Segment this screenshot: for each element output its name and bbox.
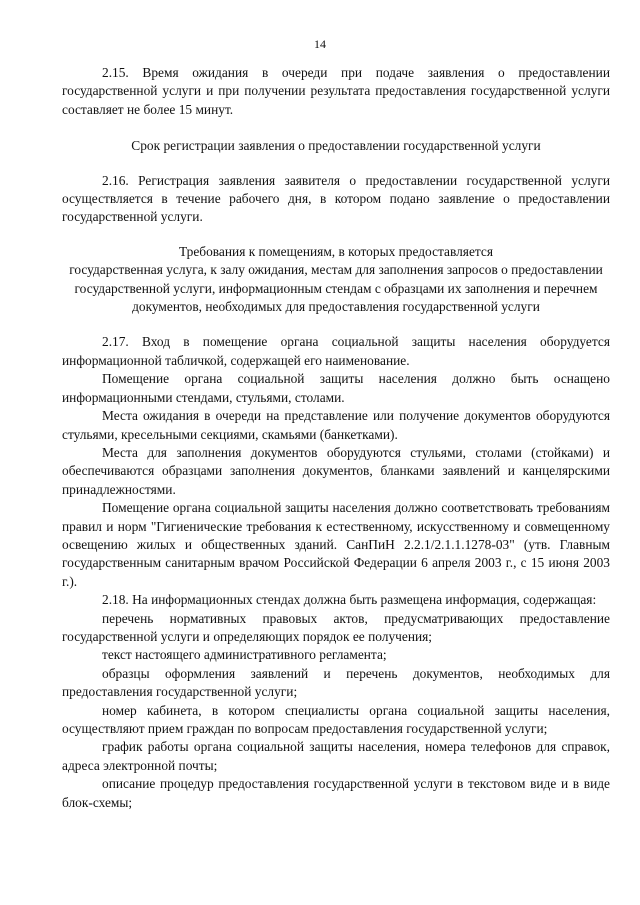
paragraph-sanpin-requirements: Помещение органа социальной защиты населения должно соответствовать требованиям правил и норм "Гигиенические требования к естественному, искусственному и совмещенному освещению жилых и общественных зданий. СанПиН 2.2.1/2.1.1.1278-03" (утв. Главным государственным санитарным врачом Российской Федерации 6 апреля 2003 г., с 15 июня 2003 г.). bbox=[62, 500, 610, 589]
paragraph-2-18: 2.18. На информационных стендах должна быть размещена информация, содержащая: bbox=[102, 592, 597, 608]
paragraph-2-17: 2.17. Вход в помещение органа социальной защиты населения оборудуется информационной табличкой, содержащей его наименование. bbox=[62, 334, 610, 368]
list-item: номер кабинета, в котором специалисты органа социальной защиты населения, осуществляют прием граждан по вопросам предоставления государственной услуги; bbox=[62, 702, 610, 736]
page-number: 14 bbox=[314, 37, 326, 51]
paragraph-waiting-places: Места ожидания в очереди на представление или получение документов оборудуются стульями, кресельными секциями, скамьями (банкетками). bbox=[62, 408, 610, 442]
section-heading-registration: Срок регистрации заявления о предоставлении государственной услуги bbox=[131, 138, 541, 154]
paragraph-filling-places: Места для заполнения документов оборудуются стульями, столами (стойками) и обеспечиваются образцами заполнения документов, бланками заявлений и канцелярскими принадлежностями. bbox=[62, 444, 610, 497]
paragraph-premises-equipment: Помещение органа социальной защиты населения должно быть оснащено информационными стендами, стульями, столами. bbox=[62, 371, 610, 405]
list-item: описание процедур предоставления государственной услуги в текстовом виде и в виде блок-схемы; bbox=[62, 776, 610, 810]
list-item: перечень нормативных правовых актов, предусматривающих предоставление государственной услуги и определяющих порядок ее получения; bbox=[62, 610, 610, 644]
list-item: график работы органа социальной защиты населения, номера телефонов для справок, адреса электронной почты; bbox=[62, 739, 610, 773]
section-heading-requirements bbox=[62, 243, 610, 317]
section-heading-requirements-line-2: государственная услуга, к залу ожидания, местам для заполнения запросов о предоставлении государственной услуги, информационным стендам с образцами их заполнения и перечнем документов, необходимых для предоставления государственной услуги bbox=[69, 262, 603, 315]
paragraph-2-15: 2.15. Время ожидания в очереди при подаче заявления о предоставлении государственной услуги и при получении результата предоставления государственной услуги составляет не более 15 минут. bbox=[62, 65, 610, 117]
list-item: текст настоящего административного регламента; bbox=[102, 647, 387, 663]
paragraph-2-16: 2.16. Регистрация заявления заявителя о предоставлении государственной услуги осуществляется в течение рабочего дня, в котором подано заявление о предоставлении государственной услуги. bbox=[62, 172, 610, 225]
document-body bbox=[62, 64, 610, 812]
section-heading-requirements-line-1: Требования к помещениям, в которых предоставляется bbox=[178, 243, 494, 259]
list-item: образцы оформления заявлений и перечень документов, необходимых для предоставления государственной услуги; bbox=[62, 665, 610, 700]
